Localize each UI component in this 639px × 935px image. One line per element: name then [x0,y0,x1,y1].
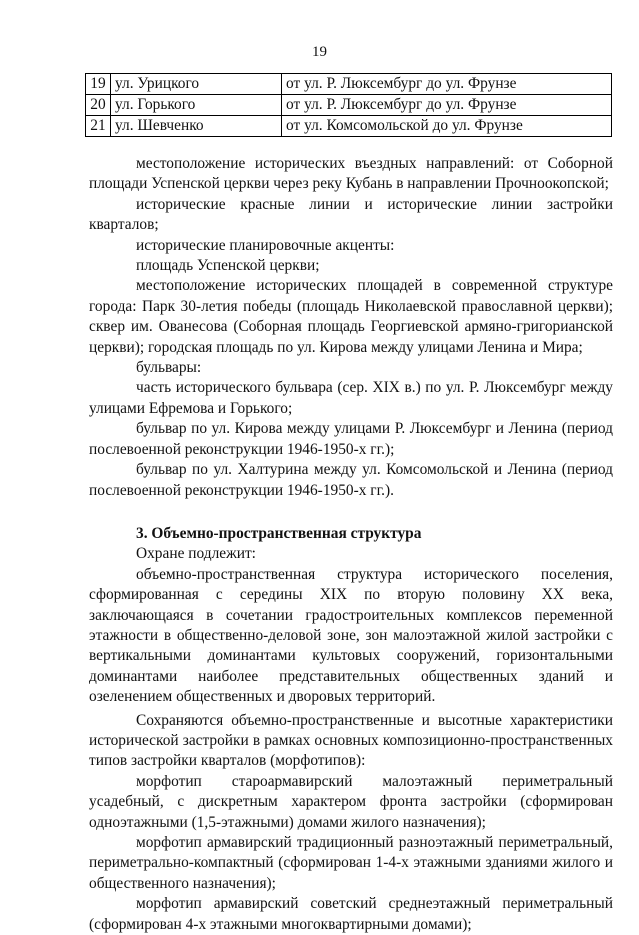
paragraph-boulevard-kirova: бульвар по ул. Кирова между улицами Р. Люксембург и Ленина (период послевоенной реконструкции 1946-1950-х гг.); [89,420,613,458]
paragraph-height-characteristics: Сохраняются объемно-пространственные и высотные характеристики исторической застройки в рамках основных композиционно-пространственных типов застройки кварталов (морфотипов): [89,711,613,770]
page-number: 19 [312,44,327,60]
paragraph-red-lines: исторические красные линии и исторические линии застройки кварталов; [89,195,613,234]
row-number: 19 [86,74,111,95]
paragraph-historic-squares: местоположение исторических площадей в современной структуре города: Парк 30-летия победы (площадь Николаевской православной церкви); сквер им. Ованесова (Соборная площадь Георгиевской армяно-григорианской церкви); городская площадь по ул. Кирова между улицами Ленина и Мира; [89,277,613,356]
paragraph-boulevard-luxemburg: часть исторического бульвара (сер. XIX в.) по ул. Р. Люксембург между улицами Ефремова и Горького; [89,379,613,417]
row-number: 21 [86,116,111,137]
paragraph-boulevard-khalturina: бульвар по ул. Халтурина между ул. Комсомольской и Ленина (период послевоенной реконструкции 1946-1950-х гг.). [89,461,613,499]
paragraph-entry-directions: местоположение исторических въездных направлений: от Соборной площади Успенской церкви через реку Кубань в направлении Прочноокопской; [89,155,613,193]
street-name: ул. Шевченко [111,116,282,137]
street-range: от ул. Р. Люксембург до ул. Фрунзе [282,95,612,116]
paragraph-church-square: площадь Успенской церкви; [136,257,320,275]
paragraph-morphotype-old: морфотип староармавирский малоэтажный периметральный усадебный, с дискретным характером фронта застройки (сформирован одноэтажными (1,5-этажными) домами жилого назначения); [89,772,613,831]
paragraph-planning-accents: исторические планировочные акценты: [136,236,395,254]
paragraph-volume-structure: объемно-пространственная структура исторического поселения, сформированная с середины XIX по вторую половину XX века, заключающаяся в сочетании градостроительных комплексов переменной этажности в общественно-деловой зоне, зон малоэтажной жилой застройки с вертикальными доминантами культовых сооружений, горизонтальными доминантами наиболее представительных общественных зданий и озеленением общественных и дворовых территорий. [89,565,613,706]
street-range: от ул. Комсомольской до ул. Фрунзе [282,116,612,137]
paragraph-morphotype-traditional: морфотип армавирский традиционный разноэтажный периметральный, периметрально-компактный (сформирован 1-4-х этажными зданиями жилого и общественного назначения); [89,834,613,892]
paragraph-boulevards: бульвары: [136,359,202,377]
streets-table [85,73,612,137]
row-number: 20 [86,95,111,116]
table-row [86,74,612,95]
section-heading: 3. Объемно-пространственная структура [136,524,422,542]
table-row [86,116,612,137]
paragraph-protected: Охране подлежит: [136,545,256,563]
paragraph-morphotype-soviet: морфотип армавирский советский среднеэтажный периметральный (сформирован 4-х этажными многоквартирными домами); [89,895,613,933]
street-name: ул. Урицкого [111,74,282,95]
table-row [86,95,612,116]
street-name: ул. Горького [111,95,282,116]
document-body [89,154,613,935]
street-range: от ул. Р. Люксембург до ул. Фрунзе [282,74,612,95]
